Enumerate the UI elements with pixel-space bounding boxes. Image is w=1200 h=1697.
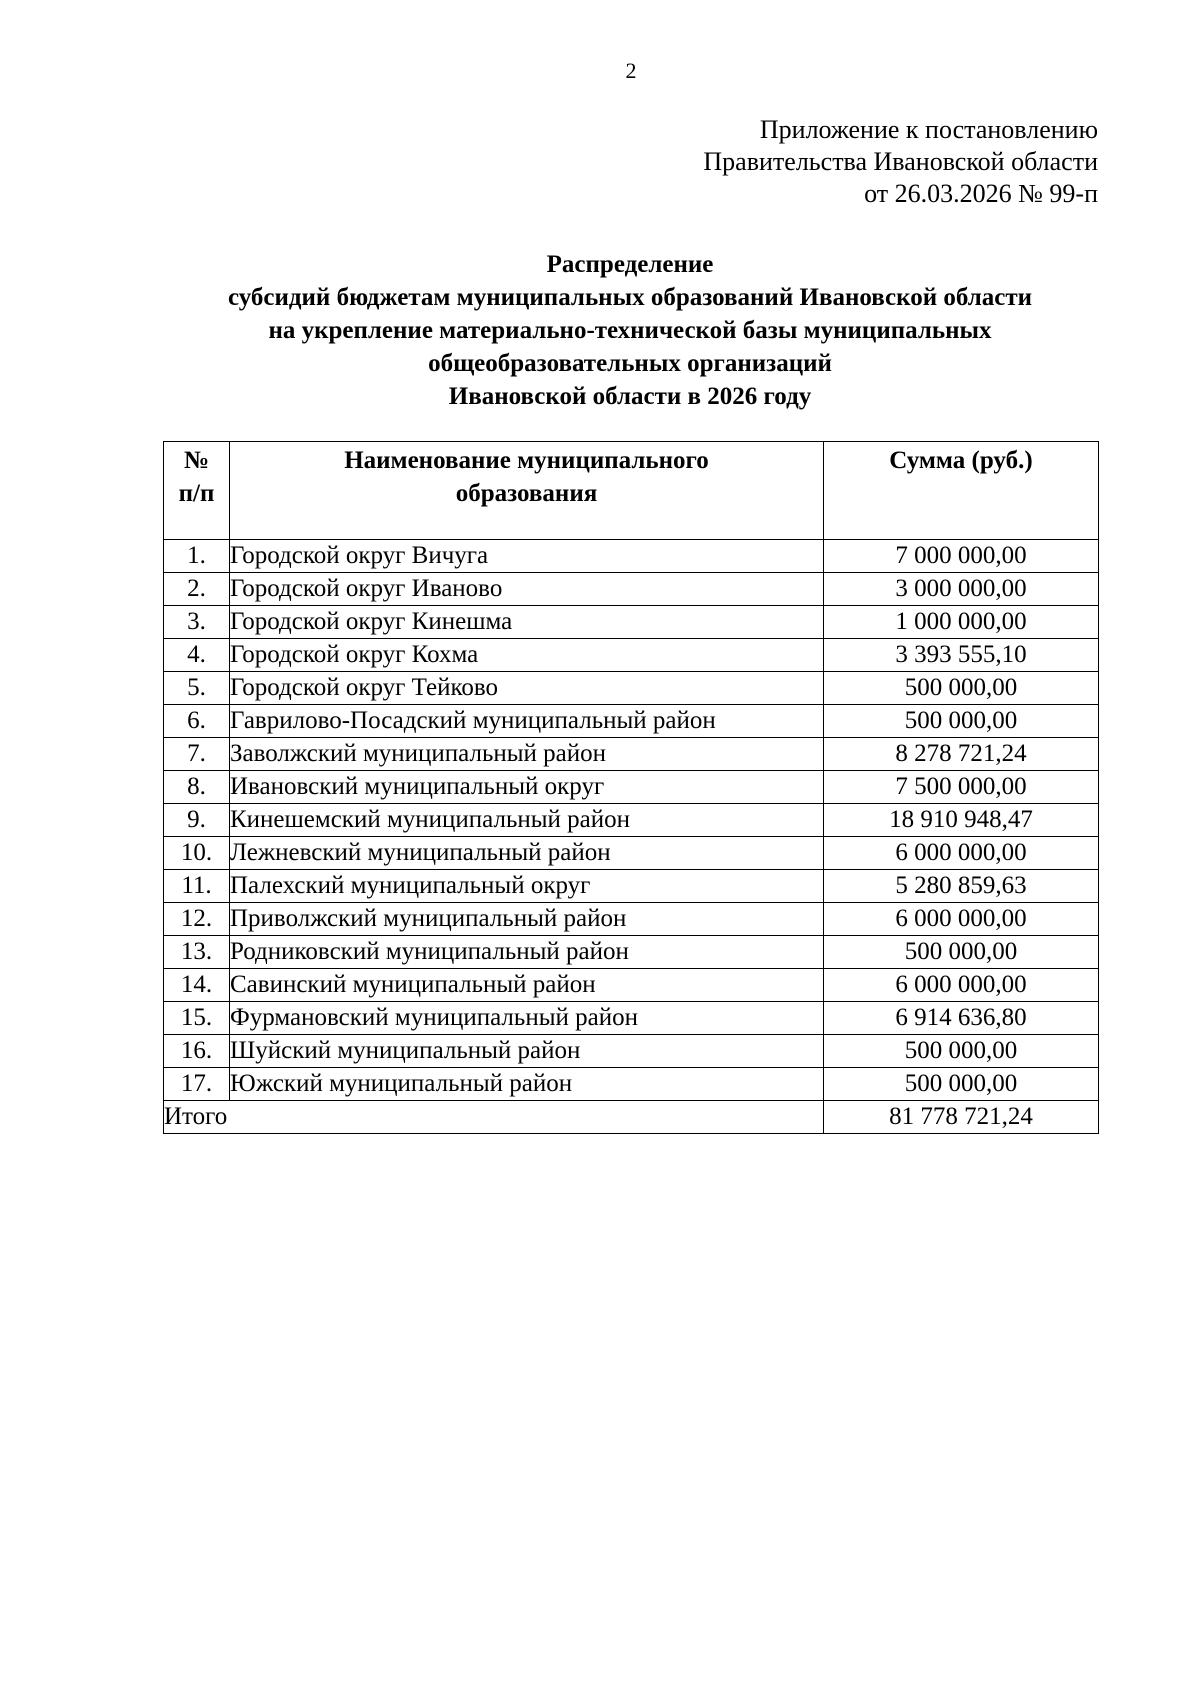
appendix-line-3: от 26.03.2026 № 99-п (864, 179, 1098, 208)
table-row (164, 870, 1099, 903)
header-number-line-1: № (183, 447, 210, 474)
row-sum: 18 910 948,47 (824, 804, 1099, 837)
header-name (230, 442, 824, 540)
row-sum: 6 914 636,80 (824, 1002, 1099, 1035)
row-name: Городской округ Тейково (230, 672, 824, 705)
row-sum: 8 278 721,24 (824, 738, 1099, 771)
row-sum: 500 000,00 (824, 1068, 1099, 1101)
row-number: 17. (164, 1068, 230, 1101)
row-name: Городской округ Кохма (230, 639, 824, 672)
appendix-header (703, 114, 1098, 210)
title-line-4: общеобразовательных организаций (428, 350, 832, 377)
title-line-2: субсидий бюджетам муниципальных образований Ивановской области (227, 284, 1033, 311)
total-row (164, 1101, 1099, 1134)
table-row (164, 672, 1099, 705)
row-number: 15. (164, 1002, 230, 1035)
header-sum: Сумма (руб.) (824, 442, 1099, 540)
row-number: 7. (164, 738, 230, 771)
appendix-line-1: Приложение к постановлению (759, 115, 1098, 144)
row-name: Шуйский муниципальный район (230, 1035, 824, 1068)
row-number: 2. (164, 573, 230, 606)
row-name: Заволжский муниципальный район (230, 738, 824, 771)
table-header-row (164, 442, 1099, 540)
table-row (164, 936, 1099, 969)
row-number: 3. (164, 606, 230, 639)
row-number: 12. (164, 903, 230, 936)
table-row (164, 1035, 1099, 1068)
row-number: 16. (164, 1035, 230, 1068)
row-number: 14. (164, 969, 230, 1002)
row-sum: 500 000,00 (824, 705, 1099, 738)
page-number: 2 (625, 58, 637, 83)
total-sum: 81 778 721,24 (824, 1101, 1099, 1134)
row-sum: 500 000,00 (824, 672, 1099, 705)
row-number: 5. (164, 672, 230, 705)
row-number: 10. (164, 837, 230, 870)
row-sum: 5 280 859,63 (824, 870, 1099, 903)
row-number: 9. (164, 804, 230, 837)
row-name: Городской округ Вичуга (230, 540, 824, 573)
row-sum: 500 000,00 (824, 1035, 1099, 1068)
row-number: 8. (164, 771, 230, 804)
title-line-1: Распределение (546, 251, 714, 278)
row-name: Кинешемский муниципальный район (230, 804, 824, 837)
table-row (164, 639, 1099, 672)
row-sum: 3 000 000,00 (824, 573, 1099, 606)
row-name: Фурмановский муниципальный район (230, 1002, 824, 1035)
table-row (164, 771, 1099, 804)
row-number: 11. (164, 870, 230, 903)
document-title (150, 248, 1110, 413)
table-row (164, 573, 1099, 606)
row-sum: 6 000 000,00 (824, 903, 1099, 936)
row-name: Ивановский муниципальный округ (230, 771, 824, 804)
table-row (164, 705, 1099, 738)
table-row (164, 738, 1099, 771)
row-number: 13. (164, 936, 230, 969)
row-number: 1. (164, 540, 230, 573)
row-name: Городской округ Кинешма (230, 606, 824, 639)
table-row (164, 540, 1099, 573)
row-sum: 500 000,00 (824, 936, 1099, 969)
header-number (164, 442, 230, 540)
table-body (164, 540, 1099, 1134)
table-row (164, 606, 1099, 639)
row-sum: 7 000 000,00 (824, 540, 1099, 573)
row-number: 6. (164, 705, 230, 738)
row-sum: 6 000 000,00 (824, 969, 1099, 1002)
appendix-line-2: Правительства Ивановской области (703, 147, 1098, 176)
header-name-text: Наименование муниципального образования (344, 447, 709, 507)
row-name: Городской округ Иваново (230, 573, 824, 606)
row-name: Родниковский муниципальный район (230, 936, 824, 969)
table-row (164, 804, 1099, 837)
table-row (164, 903, 1099, 936)
row-sum: 1 000 000,00 (824, 606, 1099, 639)
table-row (164, 969, 1099, 1002)
row-number: 4. (164, 639, 230, 672)
table-row (164, 1002, 1099, 1035)
table-row (164, 1068, 1099, 1101)
subsidy-table (163, 441, 1099, 1134)
title-line-5: Ивановской области в 2026 году (448, 383, 812, 410)
row-sum: 6 000 000,00 (824, 837, 1099, 870)
row-name: Савинский муниципальный район (230, 969, 824, 1002)
row-sum: 7 500 000,00 (824, 771, 1099, 804)
row-name: Гаврилово-Посадский муниципальный район (230, 705, 824, 738)
row-name: Южский муниципальный район (230, 1068, 824, 1101)
title-line-3: на укрепление материально-технической базы муниципальных (268, 317, 992, 344)
row-name: Приволжский муниципальный район (230, 903, 824, 936)
header-number-line-2: п/п (178, 480, 215, 507)
total-label: Итого (164, 1101, 824, 1134)
row-sum: 3 393 555,10 (824, 639, 1099, 672)
table-row (164, 837, 1099, 870)
row-name: Палехский муниципальный округ (230, 870, 824, 903)
row-name: Лежневский муниципальный район (230, 837, 824, 870)
